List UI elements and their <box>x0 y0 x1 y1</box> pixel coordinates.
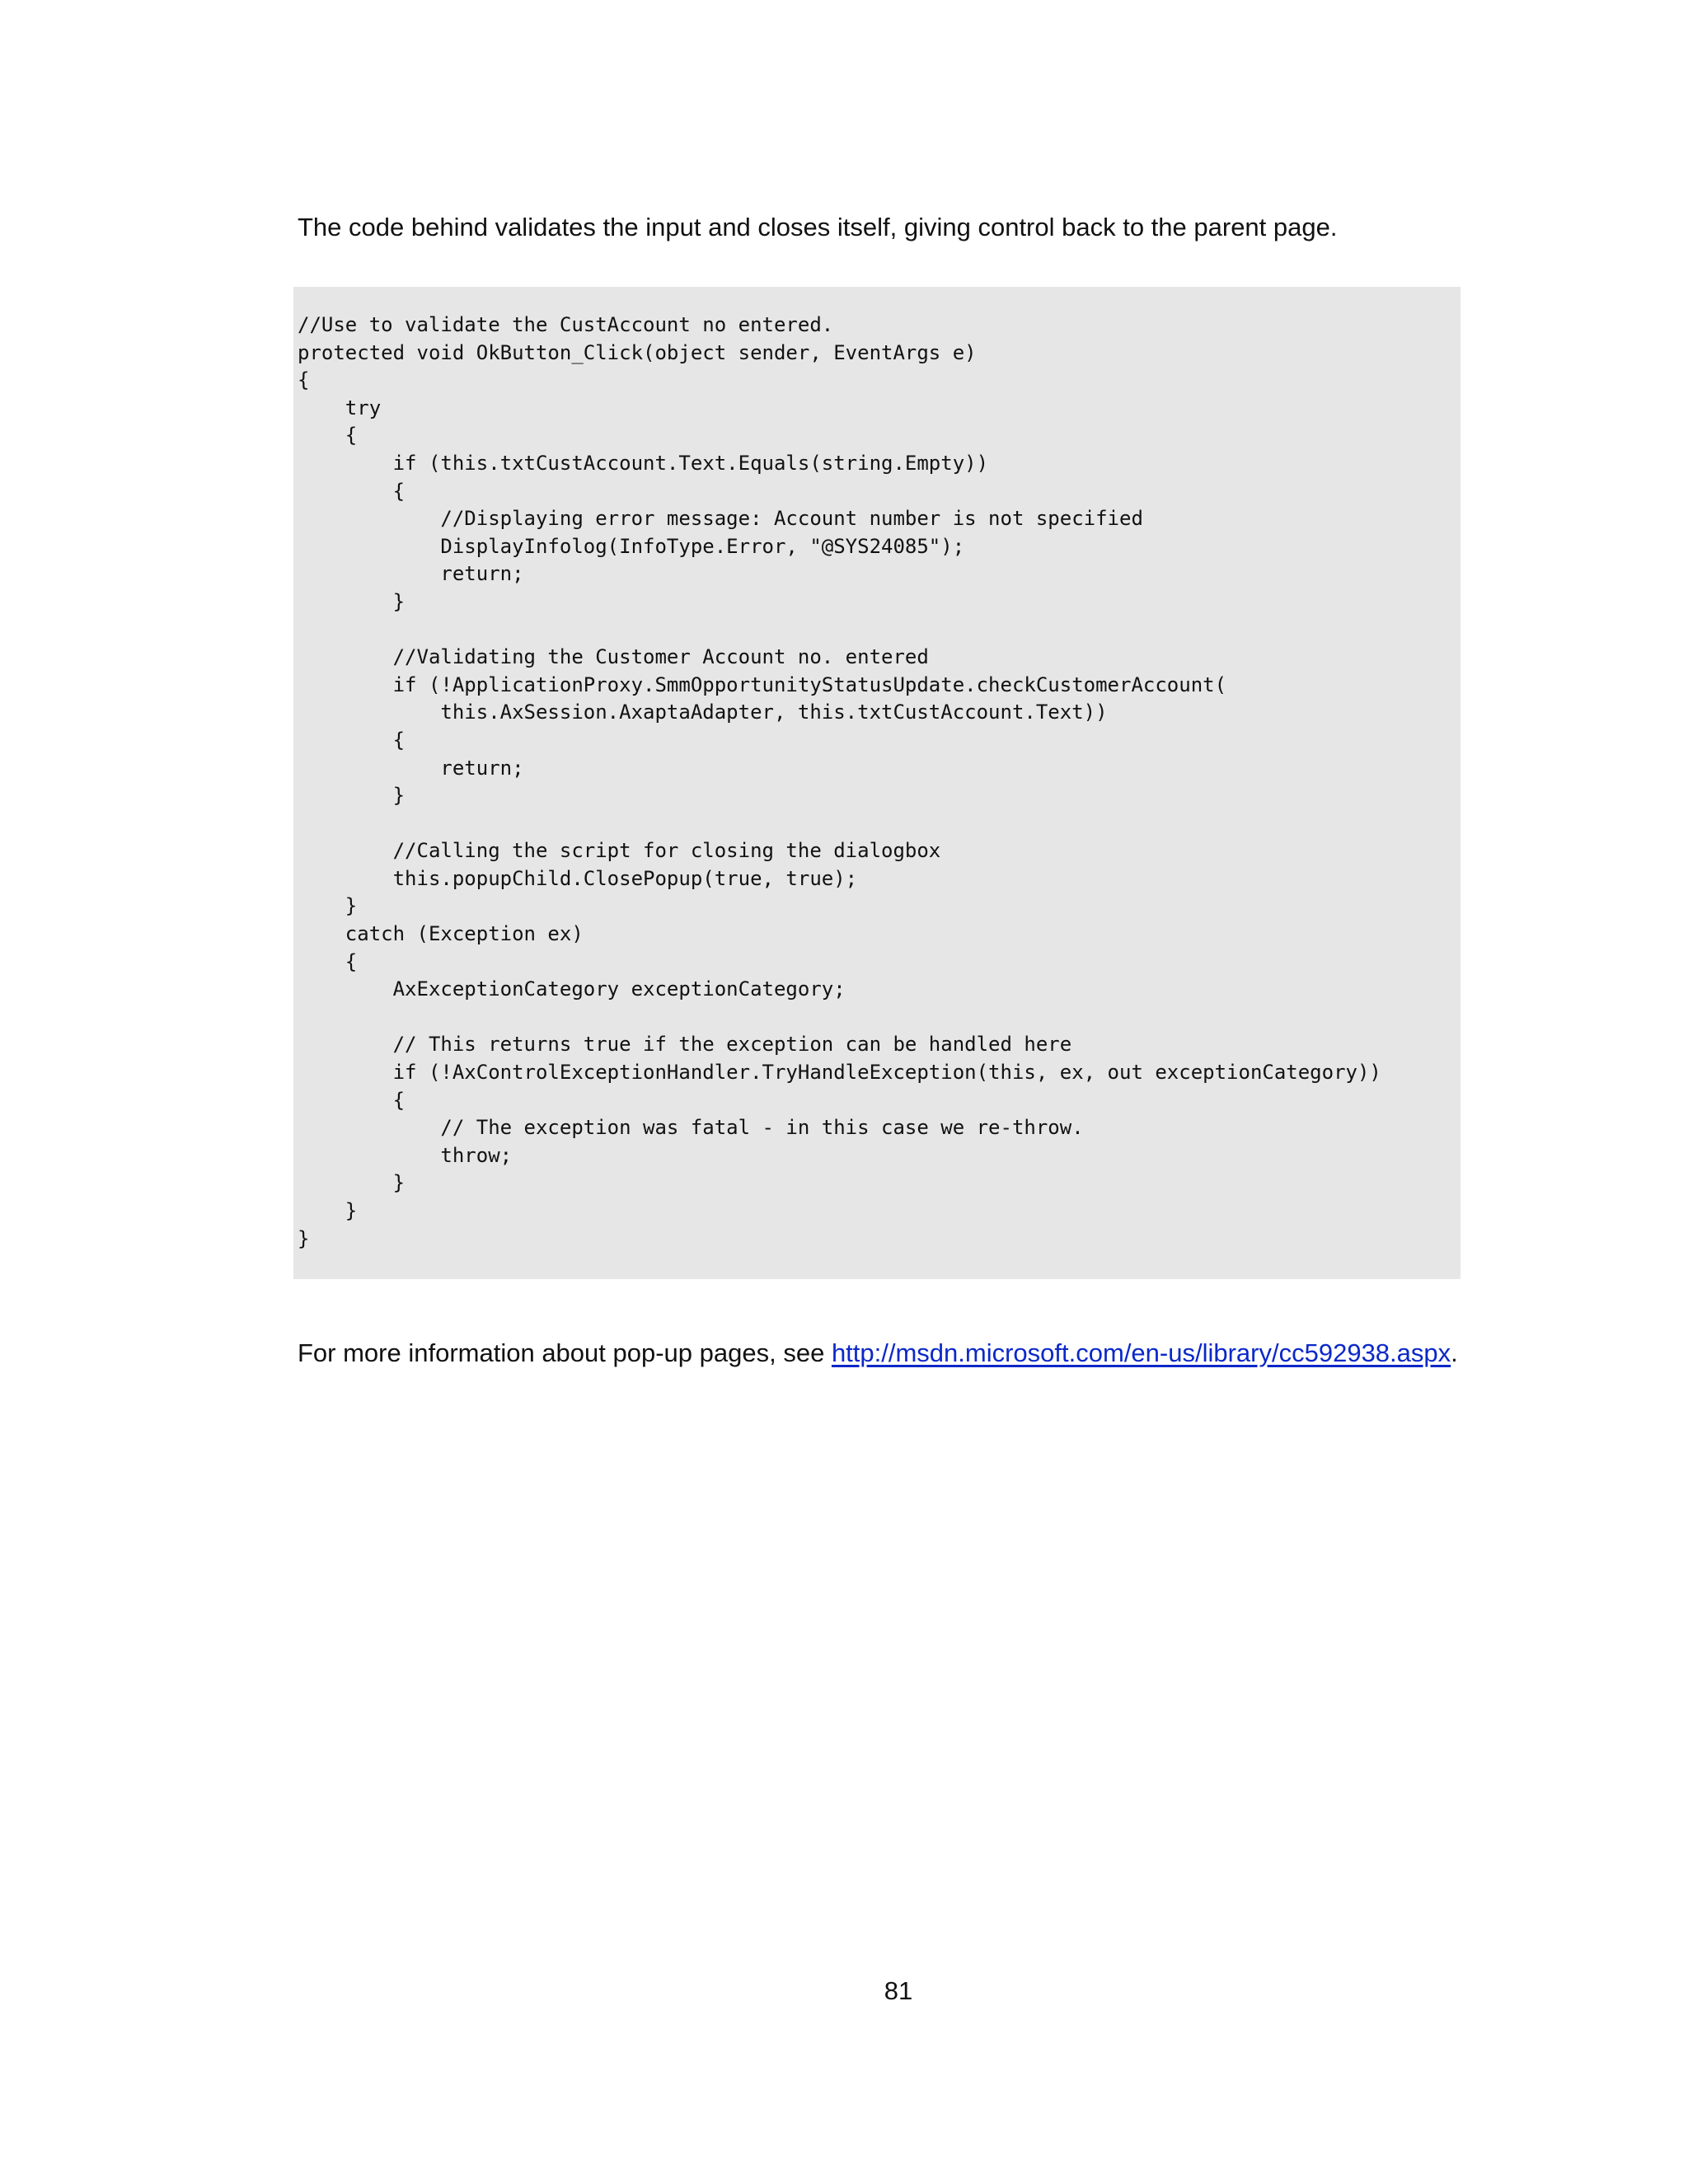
code-line: { <box>298 949 358 973</box>
more-info-period: . <box>1451 1338 1458 1367</box>
code-line: { <box>298 368 310 392</box>
code-line: } <box>298 894 358 918</box>
code-line: return; <box>298 756 524 780</box>
code-line: { <box>298 1088 406 1112</box>
code-line: throw; <box>298 1143 513 1167</box>
code-line: this.AxSession.AxaptaAdapter, this.txtCustAccount.Text)) <box>298 701 1108 724</box>
code-line: } <box>298 784 406 808</box>
code-line: } <box>298 1171 406 1195</box>
code-line: } <box>298 1226 310 1250</box>
code-line: try <box>298 396 382 419</box>
code-line: return; <box>298 562 524 586</box>
code-line: //Validating the Customer Account no. entered <box>298 645 929 669</box>
code-line: { <box>298 479 406 503</box>
code-line: this.popupChild.ClosePopup(true, true); <box>298 866 858 890</box>
code-line: if (!ApplicationProxy.SmmOpportunityStatusUpdate.checkCustomerAccount( <box>298 673 1227 696</box>
msdn-link[interactable]: http://msdn.microsoft.com/en-us/library/cc592938.aspx <box>831 1338 1451 1367</box>
code-block <box>293 287 1461 1279</box>
more-info-text: For more information about pop-up pages, see <box>298 1338 832 1367</box>
code-line: { <box>298 728 406 752</box>
code-line: DisplayInfolog(InfoType.Error, "@SYS24085"); <box>298 534 965 558</box>
code-line: catch (Exception ex) <box>298 922 584 946</box>
code-line: } <box>298 1199 358 1222</box>
code-line: if (!AxControlExceptionHandler.TryHandleException(this, ex, out exceptionCategory)) <box>298 1061 1381 1085</box>
code-line <box>293 1004 1461 1032</box>
code-line: //Calling the script for closing the dialogbox <box>298 839 941 863</box>
code-line: //Use to validate the CustAccount no entered. <box>298 313 834 336</box>
code-line: if (this.txtCustAccount.Text.Equals(string.Empty)) <box>298 451 989 475</box>
code-line: AxExceptionCategory exceptionCategory; <box>298 977 846 1001</box>
code-line: // The exception was fatal - in this case we re-throw. <box>298 1116 1084 1140</box>
code-line: { <box>298 424 358 448</box>
code-line: // This returns true if the exception can be handled here <box>298 1033 1072 1057</box>
code-line <box>293 616 1461 644</box>
code-line: protected void OkButton_Click(object sender, EventArgs e) <box>298 340 977 364</box>
code-line <box>293 810 1461 838</box>
code-line: } <box>298 589 406 613</box>
intro-paragraph: The code behind validates the input and closes itself, giving control back to the parent page. <box>298 213 1338 241</box>
more-info-paragraph <box>298 1337 1458 1370</box>
code-line: //Displaying error message: Account number is not specified <box>298 507 1143 531</box>
page-number: 81 <box>884 1976 913 2005</box>
